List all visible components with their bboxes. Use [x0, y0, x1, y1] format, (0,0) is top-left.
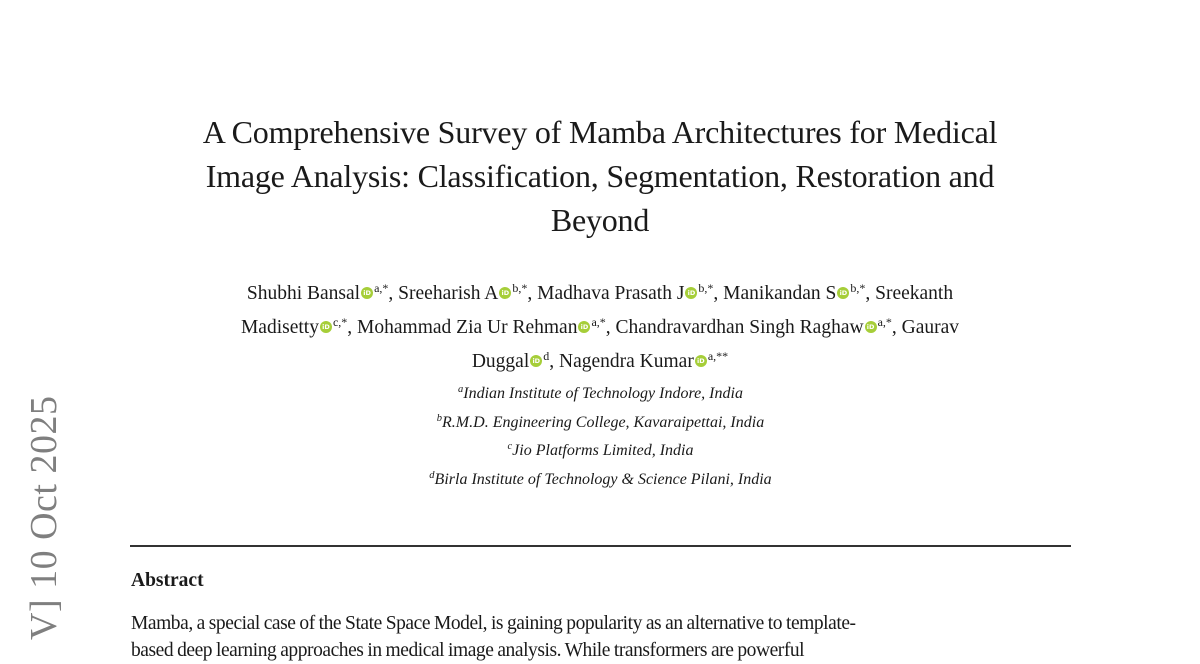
author-name: Mohammad Zia Ur Rehman — [357, 317, 578, 338]
affiliation-text: Birla Institute of Technology & Science Pilani, India — [434, 470, 772, 488]
author-name: Shubhi Bansal — [246, 283, 361, 304]
author-name-part: Duggal — [471, 351, 530, 372]
author-name: Nagendra Kumar — [559, 351, 694, 372]
orcid-icon[interactable]: iD — [499, 287, 511, 299]
title-line: A Comprehensive Survey of Mamba Architectures for Medical — [202, 114, 998, 150]
author-affiliation-mark: c,* — [332, 315, 348, 329]
section-divider — [130, 545, 1071, 547]
author — [559, 351, 728, 372]
paper-title — [120, 110, 1080, 242]
affiliation — [300, 407, 900, 436]
author — [357, 317, 606, 338]
author — [616, 317, 892, 338]
author-line: Madisetty iD $^{c,*}$, Mohammad Zia Ur Rehman iD $^{a,*}$, Chandravardhan Singh Raghaw iD $^{a,*}$, Gaurav — [240, 315, 960, 338]
author — [472, 351, 549, 372]
author — [247, 283, 389, 304]
abstract-heading: Abstract — [131, 570, 204, 591]
orcid-icon[interactable]: iD — [320, 321, 332, 333]
affiliation — [300, 378, 900, 407]
author-line: Shubhi Bansal iD $^{a,*}$, Sreeharish A iD $^{b,*}$, Madhava Prasath J iD $^{b,*}$, Manikandan S iD $^{b,*}$, Sreekanth — [246, 281, 954, 304]
author-name-part: Madisetty — [240, 317, 319, 338]
author-name: Chandravardhan Singh Raghaw — [615, 317, 864, 338]
affiliation-key: a — [458, 384, 464, 395]
affiliation-text: Indian Institute of Technology Indore, India — [463, 385, 743, 402]
affiliation-key: d — [429, 469, 435, 481]
orcid-icon[interactable]: iD — [530, 355, 542, 367]
orcid-icon[interactable]: iD — [837, 287, 849, 299]
author-affiliation-mark: b,* — [512, 281, 528, 295]
author-name-part: Gaurav — [901, 317, 960, 338]
author-list — [130, 274, 1070, 376]
author-name-part: Sreekanth — [875, 283, 954, 304]
author-line: Duggal iD $^d$, Nagendra Kumar iD $^{a,**}$ — [471, 349, 729, 372]
author-affiliation-mark: b,* — [850, 281, 866, 295]
author-affiliation-mark: a,** — [707, 349, 729, 363]
orcid-icon[interactable]: iD — [578, 321, 590, 333]
orcid-icon[interactable]: iD — [865, 321, 877, 333]
author — [537, 283, 713, 304]
author-affiliation-mark: a,* — [591, 315, 606, 329]
affiliation-key: b — [436, 412, 443, 424]
author-affiliation-mark: d — [543, 349, 550, 363]
author — [723, 283, 865, 304]
author-affiliation-mark: a,* — [374, 281, 389, 295]
orcid-icon[interactable]: iD — [361, 287, 373, 299]
abstract-line: based deep learning approaches in medical image analysis. While transformers are powerful — [131, 640, 805, 661]
title-line: Image Analysis: Classification, Segmentation, Restoration and — [205, 158, 995, 194]
affiliation — [300, 464, 900, 493]
author — [241, 317, 347, 338]
affiliation-list — [300, 378, 900, 492]
affiliation-key: c — [507, 441, 513, 452]
arxiv-margin-stamp: V] 10 Oct 2025 — [23, 395, 65, 640]
author-affiliation-mark: b,* — [698, 281, 714, 295]
affiliation — [300, 435, 900, 464]
orcid-icon[interactable]: iD — [685, 287, 697, 299]
title-line: Beyond — [550, 202, 650, 238]
author — [398, 283, 527, 304]
orcid-icon[interactable]: iD — [695, 355, 707, 367]
affiliation-text: R.M.D. Engineering College, Kavaraipettai, India — [442, 413, 765, 431]
author-name: Sreeharish A — [398, 283, 499, 304]
author-name: Manikandan S — [723, 283, 837, 304]
abstract-body — [131, 610, 1076, 664]
author-affiliation-mark: a,* — [877, 315, 892, 329]
author-name: Madhava Prasath J — [537, 283, 685, 304]
affiliation-text: Jio Platforms Limited, India — [512, 442, 694, 459]
abstract-line: Mamba, a special case of the State Space Model, is gaining popularity as an alternative to template- — [131, 613, 856, 634]
